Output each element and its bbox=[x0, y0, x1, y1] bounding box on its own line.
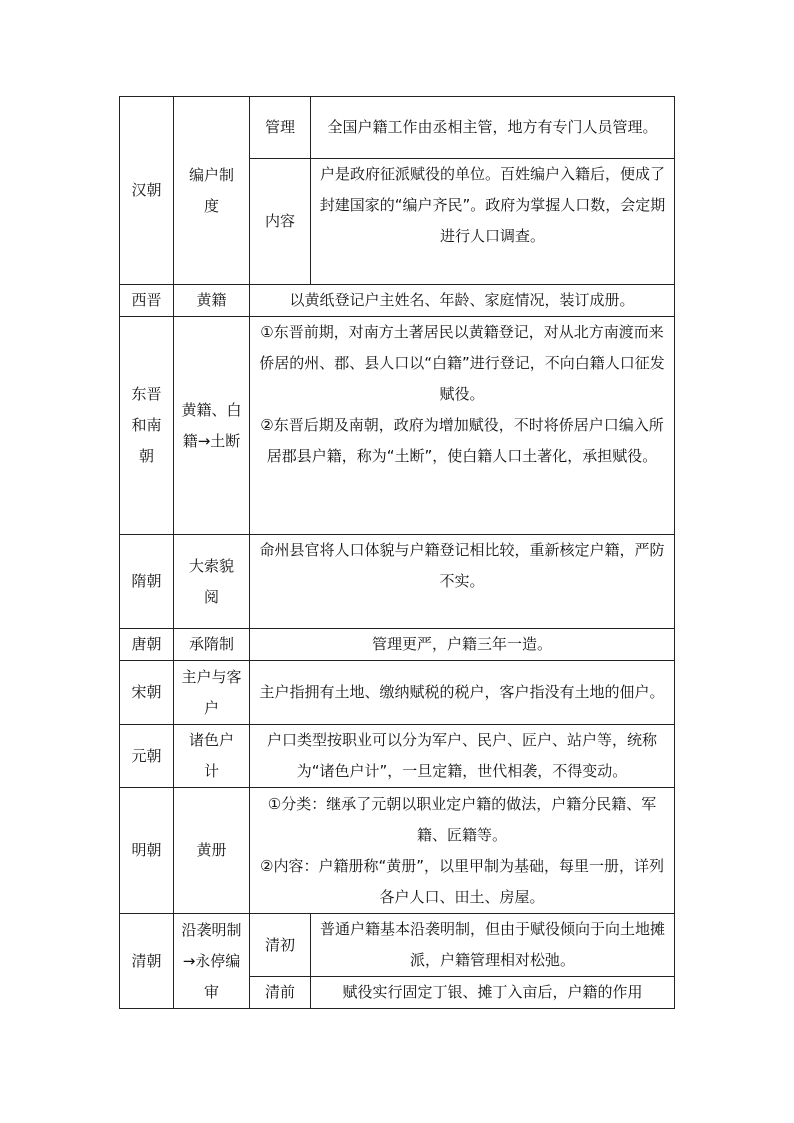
table-row-song bbox=[120, 661, 675, 725]
table-row-xijin bbox=[120, 285, 675, 317]
sublabel-cell-han-content: 内容 bbox=[250, 159, 311, 285]
sublabel-cell-han-management: 管理 bbox=[250, 97, 311, 159]
system-cell-dongjin bbox=[174, 317, 250, 535]
table-row-tang bbox=[120, 629, 675, 661]
dynasty-cell-qing: 清朝 bbox=[120, 914, 174, 1009]
table-row-yuan bbox=[120, 725, 675, 788]
system-text-qing: 沿袭明制→永停编审 bbox=[181, 920, 242, 1001]
paragraph-ming-1: ①分类：继承了元朝以职业定户籍的做法，户籍分民籍、军籍、匠籍等。 bbox=[267, 794, 657, 844]
paragraph-dongjin-1: ①东晋前期，对南方土著居民以黄籍登记，对从北方南渡而来侨居的州、郡、县人口以“白籍”进行登记，不向白籍人口征发赋役。 bbox=[259, 323, 665, 403]
system-text-sui: 大索貌阅 bbox=[188, 556, 234, 606]
system-cell-xijin: 黄籍 bbox=[174, 285, 250, 317]
system-text-dongjin: 黄籍、白籍→土断 bbox=[181, 400, 242, 450]
system-cell-qing bbox=[174, 914, 250, 1009]
dynasty-text-dongjin: 东晋和南朝 bbox=[131, 385, 162, 465]
system-text-song: 主户与客户 bbox=[181, 667, 242, 717]
paragraph-ming-2: ②内容：户籍册称“黄册”，以里甲制为基础，每里一册，详列各户人口、田土、房屋。 bbox=[260, 856, 664, 906]
sublabel-cell-qing-pre: 清前 bbox=[250, 977, 311, 1009]
table-row-han bbox=[120, 97, 675, 159]
content-cell-yuan: 户口类型按职业可以分为军户、民户、匠户、站户等，统称为“诸色户计”，一旦定籍，世代相袭，不得变动。 bbox=[250, 725, 675, 788]
content-cell-xijin: 以黄纸登记户主姓名、年龄、家庭情况，装订成册。 bbox=[250, 285, 675, 317]
dynasty-cell-dongjin bbox=[120, 317, 174, 535]
table-row-qing bbox=[120, 914, 675, 977]
system-cell-han bbox=[174, 97, 250, 285]
table-row-ming bbox=[120, 788, 675, 914]
system-cell-tang: 承隋制 bbox=[174, 629, 250, 661]
content-cell-dongjin bbox=[250, 317, 675, 535]
content-cell-ming bbox=[250, 788, 675, 914]
content-cell-qing-early: 普通户籍基本沿袭明制，但由于赋役倾向于向土地摊派，户籍管理相对松弛。 bbox=[311, 914, 675, 977]
dynasty-cell-tang: 唐朝 bbox=[120, 629, 174, 661]
paragraph-dongjin-2: ②东晋后期及南朝，政府为增加赋役，不时将侨居户口编入所居郡县户籍，称为“土断”，使白籍人口土著化，承担赋役。 bbox=[260, 416, 664, 465]
dynasty-cell-han: 汉朝 bbox=[120, 97, 174, 285]
system-cell-yuan bbox=[174, 725, 250, 788]
dynasty-cell-sui: 隋朝 bbox=[120, 535, 174, 629]
sublabel-cell-qing-early: 清初 bbox=[250, 914, 311, 977]
content-cell-sui: 命州县官将人口体貌与户籍登记相比较，重新核定户籍，严防不实。 bbox=[250, 535, 675, 629]
content-cell-tang: 管理更严，户籍三年一造。 bbox=[250, 629, 675, 661]
system-text-han: 编户制度 bbox=[188, 165, 234, 215]
content-cell-qing-pre: 赋役实行固定丁银、摊丁入亩后，户籍的作用 bbox=[311, 977, 675, 1009]
dynasty-cell-yuan: 元朝 bbox=[120, 725, 174, 788]
system-cell-sui bbox=[174, 535, 250, 629]
dynasty-cell-song: 宋朝 bbox=[120, 661, 174, 725]
dynasty-cell-ming: 明朝 bbox=[120, 788, 174, 914]
system-cell-song bbox=[174, 661, 250, 725]
table-row-sui bbox=[120, 535, 675, 629]
dynasty-cell-xijin: 西晋 bbox=[120, 285, 174, 317]
content-cell-han-management: 全国户籍工作由丞相主管，地方有专门人员管理。 bbox=[311, 97, 675, 159]
system-cell-ming: 黄册 bbox=[174, 788, 250, 914]
system-text-yuan: 诸色户计 bbox=[188, 731, 234, 780]
household-registration-table bbox=[119, 96, 675, 1009]
table-row-dongjin bbox=[120, 317, 675, 535]
content-cell-han-content: 户是政府征派赋役的单位。百姓编户入籍后，便成了封建国家的“编户齐民”。政府为掌握人口数，会定期进行人口调查。 bbox=[311, 159, 675, 285]
content-cell-song: 主户指拥有土地、缴纳赋税的税户，客户指没有土地的佃户。 bbox=[250, 661, 675, 725]
